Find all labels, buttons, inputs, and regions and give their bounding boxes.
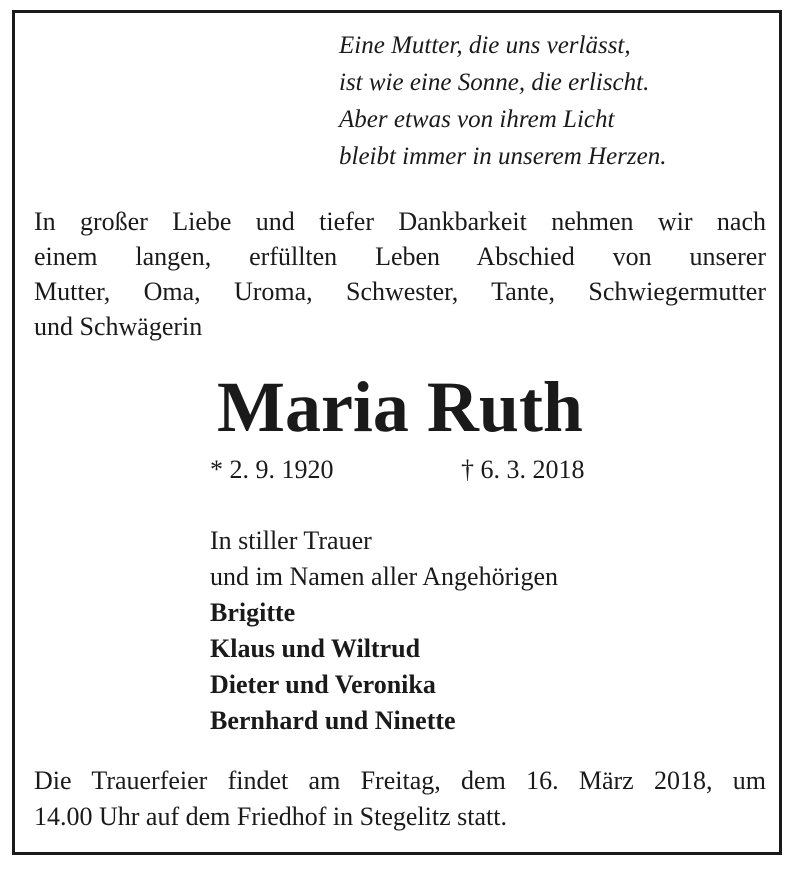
intro-line: einem langen, erfüllten Leben Abschied von unserer xyxy=(34,242,766,271)
deceased-name: Maria Ruth xyxy=(217,367,583,447)
mourner-name: Dieter und Veronika xyxy=(210,670,436,699)
intro-paragraph xyxy=(34,204,766,344)
mourners-block xyxy=(210,523,558,739)
funeral-line: 14.00 Uhr auf dem Friedhof in Stegelitz statt. xyxy=(34,802,507,831)
funeral-line: Die Trauerfeier findet am Freitag, dem 16. März 2018, um xyxy=(34,766,766,795)
poem-line: bleibt immer in unserem Herzen. xyxy=(339,143,667,170)
intro-line: Mutter, Oma, Uroma, Schwester, Tante, Schwiegermutter xyxy=(34,277,766,306)
birth-date: * 2. 9. 1920 xyxy=(210,455,334,484)
poem-line: Eine Mutter, die uns verlässt, xyxy=(339,32,631,59)
poem-line: Aber etwas von ihrem Licht xyxy=(339,106,615,133)
mourning-line: In stiller Trauer xyxy=(210,526,372,555)
mourner-name: Brigitte xyxy=(210,598,296,627)
mourning-line: und im Namen aller Angehörigen xyxy=(210,562,559,591)
intro-line: In großer Liebe und tiefer Dankbarkeit nehmen wir nach xyxy=(34,207,766,236)
funeral-info xyxy=(34,763,766,835)
mourner-name: Bernhard und Ninette xyxy=(210,706,456,735)
memorial-poem xyxy=(339,27,667,175)
mourner-name: Klaus und Wiltrud xyxy=(210,634,421,663)
intro-line: und Schwägerin xyxy=(34,312,203,341)
poem-line: ist wie eine Sonne, die erlischt. xyxy=(339,69,650,96)
death-date: † 6. 3. 2018 xyxy=(461,455,585,484)
